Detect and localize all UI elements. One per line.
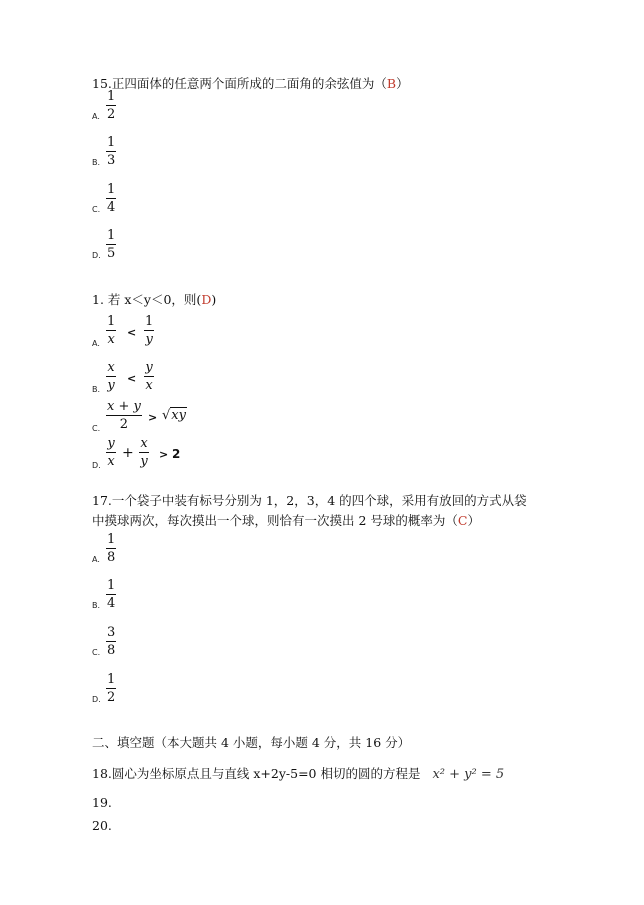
question-15-stem [92, 74, 409, 92]
option-label: A. [92, 555, 100, 564]
option-label: A. [92, 339, 100, 348]
section-2-title: 二、填空题（本大题共 4 小题，每小题 4 分，共 16 分） [92, 735, 411, 750]
question-1-answer: D [201, 292, 212, 307]
question-17-line2 [92, 511, 480, 529]
fraction: 1 3 [107, 135, 116, 168]
relation-symbol: < [127, 326, 137, 339]
fraction: 1 4 [107, 182, 116, 215]
question-15-text: 15.正四面体的任意两个面所成的二面角的余弦值为（ [92, 76, 387, 91]
fraction: 1 8 [107, 532, 116, 565]
option-label: D. [92, 251, 101, 260]
comparison-value: 2 [172, 447, 181, 461]
question-18 [92, 764, 504, 782]
question-1-close: ) [211, 292, 217, 307]
fraction: 3 8 [107, 625, 116, 658]
fraction-right: x y [140, 436, 148, 469]
option-label: D. [92, 695, 101, 704]
question-18-text: 18.圆心为坐标原点且与直线 x+2y-5=0 相切的圆的方程是 [92, 766, 421, 781]
question-17-text: 中摸球两次，每次摸出一个球，则恰有一次摸出 2 号球的概率为（ [92, 513, 458, 528]
option-label: A. [92, 112, 100, 121]
fraction-right: y x [145, 360, 153, 393]
question-17-answer: C [457, 513, 468, 528]
question-17-line1: 17.一个袋子中装有标号分别为 1，2，3，4 的四个球，采用有放回的方式从袋 [92, 493, 527, 508]
option-label: D. [92, 461, 101, 470]
question-15-close: ） [396, 76, 409, 91]
option-label: B. [92, 158, 101, 167]
question-17-close: ） [467, 513, 480, 528]
square-root: √xy [162, 408, 186, 423]
radical-sign: √ [162, 408, 171, 423]
fraction: 1 2 [107, 672, 116, 705]
question-19: 19. [92, 795, 112, 810]
question-18-answer: x² + y² = 5 [432, 767, 505, 782]
q1-option-a [92, 315, 292, 355]
question-1-text: 1. 若 x＜y＜0，则( [92, 292, 202, 307]
question-1-stem [92, 290, 216, 308]
relation-symbol: < [127, 372, 137, 385]
fraction: 1 2 [107, 89, 116, 122]
q1-option-d [92, 437, 292, 477]
relation-symbol: > [159, 448, 169, 461]
q1-option-b [92, 361, 292, 401]
fraction-right: 1 y [145, 314, 154, 347]
question-20: 20. [92, 818, 112, 833]
fraction-left: y x [107, 436, 115, 469]
fraction-left: x y [107, 360, 115, 393]
fraction-left: 1 x [107, 314, 116, 347]
option-label: B. [92, 601, 101, 610]
option-label: C. [92, 648, 101, 657]
q1-option-c [92, 400, 292, 440]
plus-symbol: + [122, 445, 134, 461]
relation-symbol: > [148, 411, 158, 424]
option-label: C. [92, 424, 101, 433]
fraction-left: x + y 2 [107, 399, 141, 432]
question-15-answer: B [386, 76, 397, 91]
option-label: B. [92, 385, 101, 394]
fraction: 1 5 [107, 228, 116, 261]
fraction: 1 4 [107, 578, 116, 611]
option-label: C. [92, 205, 101, 214]
